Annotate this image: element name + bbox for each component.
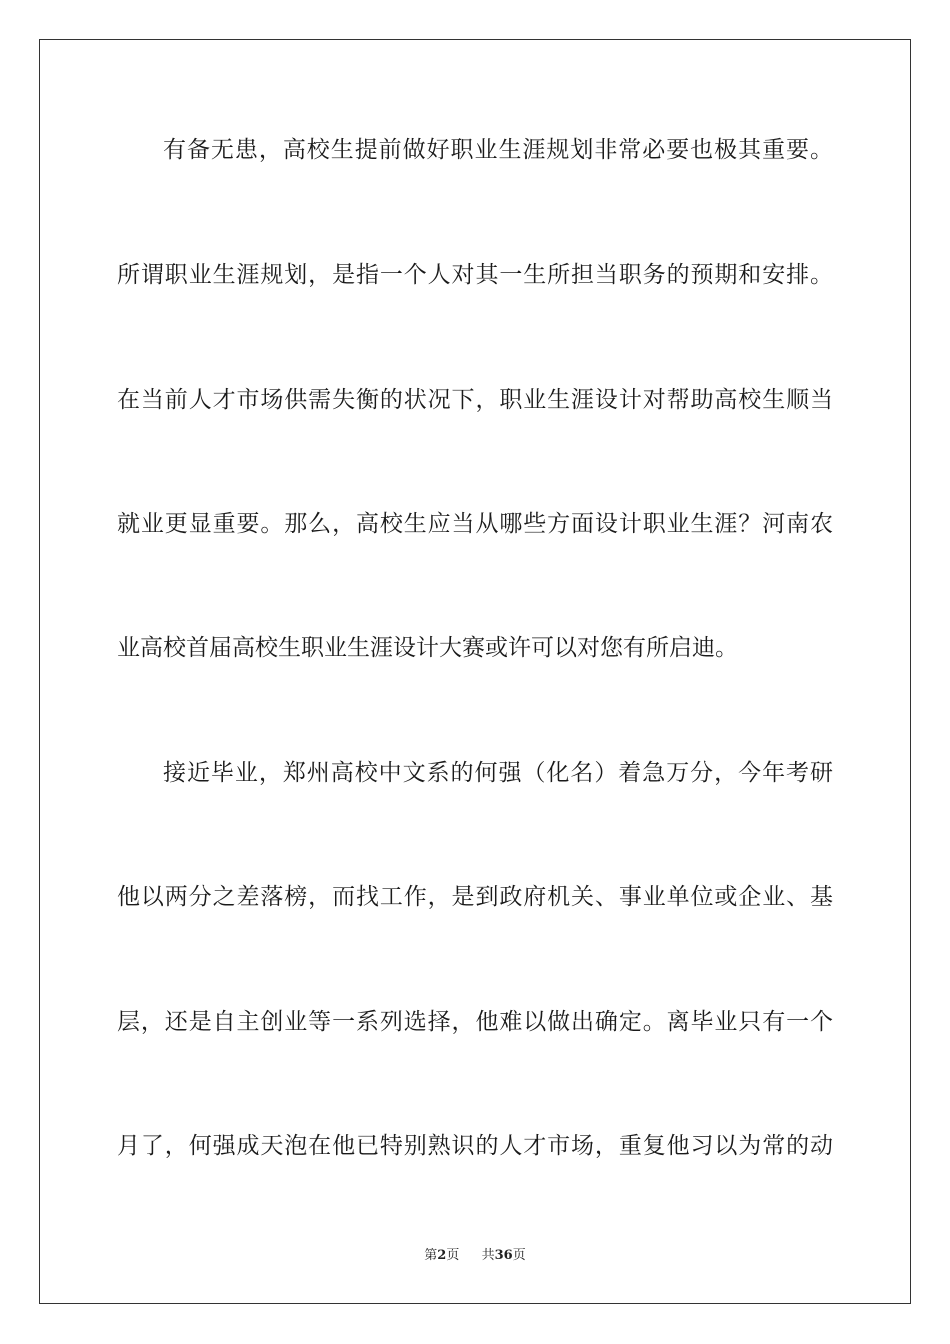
footer-page-suffix: 页 [446, 1248, 460, 1263]
paragraph-line-1: 有备无患，高校生提前做好职业生涯规划非常必要也极其重要。 [163, 137, 833, 163]
paragraph-line-8: 层，还是自主创业等一系列选择，他难以做出确定。离毕业只有一个 [117, 1009, 833, 1035]
paragraph-line-5: 业高校首届高校生职业生涯设计大赛或许可以对您有所启迪。 [117, 635, 738, 661]
paragraph-line-2: 所谓职业生涯规划，是指一个人对其一生所担当职务的预期和安排。 [117, 262, 833, 288]
footer-page-prefix: 第 [424, 1248, 438, 1263]
footer-total-suffix: 页 [512, 1248, 526, 1263]
paragraph-line-4: 就业更显重要。那么，高校生应当从哪些方面设计职业生涯？河南农 [117, 511, 833, 537]
footer-total-prefix: 共 [481, 1248, 495, 1263]
paragraph-line-7: 他以两分之差落榜，而找工作，是到政府机关、事业单位或企业、基 [117, 884, 833, 910]
footer-total-pages: 36 [494, 1248, 513, 1263]
page-footer [0, 1247, 950, 1265]
paragraph-line-9: 月了，何强成天泡在他已特别熟识的人才市场，重复他习以为常的动 [117, 1133, 833, 1159]
page-border [39, 39, 911, 1304]
footer-page-number: 2 [437, 1248, 447, 1263]
paragraph-line-6: 接近毕业，郑州高校中文系的何强（化名）着急万分，今年考研 [163, 760, 833, 786]
paragraph-line-3: 在当前人才市场供需失衡的状况下，职业生涯设计对帮助高校生顺当 [117, 387, 833, 413]
